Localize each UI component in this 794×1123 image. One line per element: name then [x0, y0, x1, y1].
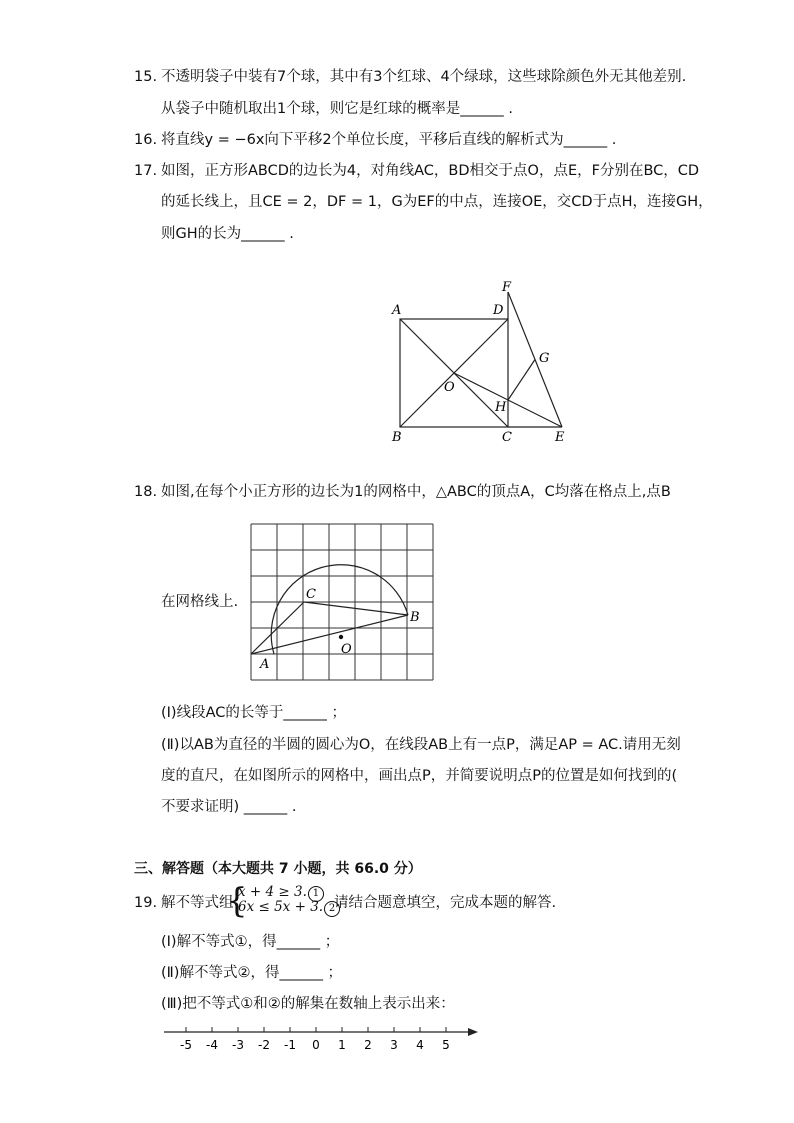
label-c: C — [306, 587, 316, 602]
axis-tick-label: 2 — [364, 1038, 372, 1052]
circled-2-mark: 2 — [324, 901, 340, 917]
label-o: O — [341, 642, 352, 657]
q19-prefix: 解不等式组 — [161, 895, 234, 911]
axis-tick-label: 1 — [338, 1038, 346, 1052]
axis-tick-label: 0 — [312, 1038, 320, 1052]
section-3-title: 三、解答题（本大题共 7 小题，共 66.0 分） — [134, 861, 422, 877]
q18-part2-line2: 度的直尺，在如图所示的网格中，画出点P，并简要说明点P的位置是如何找到的( — [161, 768, 678, 784]
q17-line2: 的延长线上，且CE = 2，DF = 1，G为EF的中点，连接OE，交CD于点H，连接GH， — [161, 194, 713, 210]
circled-1-mark: 1 — [308, 886, 324, 902]
q19-step1: (Ⅰ)解不等式①，得______ ； — [161, 934, 340, 950]
q15-line2: 从袋子中随机取出1个球，则它是红球的概率是______ . — [161, 101, 513, 117]
q18-part1: (Ⅰ)线段AC的长等于______ ； — [161, 705, 346, 721]
label-a: A — [392, 303, 402, 318]
q19-suffix: 请结合题意填空，完成本题的解答. — [334, 895, 557, 911]
semicircle-arc — [271, 565, 408, 654]
q17-line3: 则GH的长为______ . — [161, 226, 294, 242]
q18-side-text: 在网格线上. — [161, 594, 239, 610]
label-g: G — [539, 351, 550, 366]
axis-tick-label: -1 — [284, 1038, 296, 1052]
q17-line1: 如图，正方形ABCD的边长为4，对角线AC，BD相交于点O，点E，F分别在BC，CD — [161, 163, 700, 179]
axis-arrow-icon — [468, 1028, 478, 1036]
q16-line1: 将直线y = −6x向下平移2个单位长度，平移后直线的解析式为______ . — [161, 132, 617, 148]
q15-number: 15. — [134, 69, 158, 85]
axis-tick-label: -2 — [258, 1038, 270, 1052]
label-d: D — [493, 303, 504, 318]
axis-tick-label: -4 — [206, 1038, 218, 1052]
q18-part2-line3: 不要求证明) ______ . — [161, 799, 297, 815]
q15-line1: 不透明袋子中装有7个球，其中有3个红球、4个绿球，这些球除颜色外无其他差别. — [161, 69, 687, 85]
inequality-2-text: 6x ≤ 5x + 3. — [238, 899, 324, 915]
axis-tick-label: -5 — [180, 1038, 192, 1052]
q16-number: 16. — [134, 132, 158, 148]
label-a: A — [260, 657, 270, 672]
q18-grid-figure — [245, 518, 440, 684]
q18-line1: 如图,在每个小正方形的边长为1的网格中，△ABC的顶点A，C均落在格点上,点B — [161, 484, 671, 500]
label-o: O — [444, 380, 455, 395]
q19-step3: (Ⅲ)把不等式①和②的解集在数轴上表示出来： — [161, 996, 455, 1012]
label-f: F — [502, 280, 512, 295]
axis-tick-label: 4 — [416, 1038, 424, 1052]
number-line — [160, 1020, 490, 1056]
axis-tick-label: -3 — [232, 1038, 244, 1052]
center-o-dot — [339, 635, 343, 639]
label-b: B — [410, 610, 420, 625]
label-c: C — [502, 430, 512, 445]
axis-tick-label: 3 — [390, 1038, 398, 1052]
q17-number: 17. — [134, 163, 158, 179]
system-brace: { — [226, 881, 248, 921]
segment-cb — [304, 602, 408, 615]
label-b: B — [392, 430, 402, 445]
label-h: H — [495, 400, 507, 415]
q19-step2: (Ⅱ)解不等式②，得______ ； — [161, 965, 343, 981]
inequality-1-text: x + 4 ≥ 3. — [238, 884, 307, 900]
axis-tick-label: 5 — [442, 1038, 450, 1052]
segment-gh — [508, 360, 535, 401]
q17-square-figure — [380, 275, 580, 450]
label-e: E — [555, 430, 565, 445]
q18-number: 18. — [134, 484, 158, 500]
q19-number: 19. — [134, 895, 158, 911]
inequality-2 — [238, 900, 341, 917]
q18-part2-line1: (Ⅱ)以AB为直径的半圆的圆心为O，在线段AB上有一点P，满足AP = AC.请用无刻 — [161, 737, 681, 753]
